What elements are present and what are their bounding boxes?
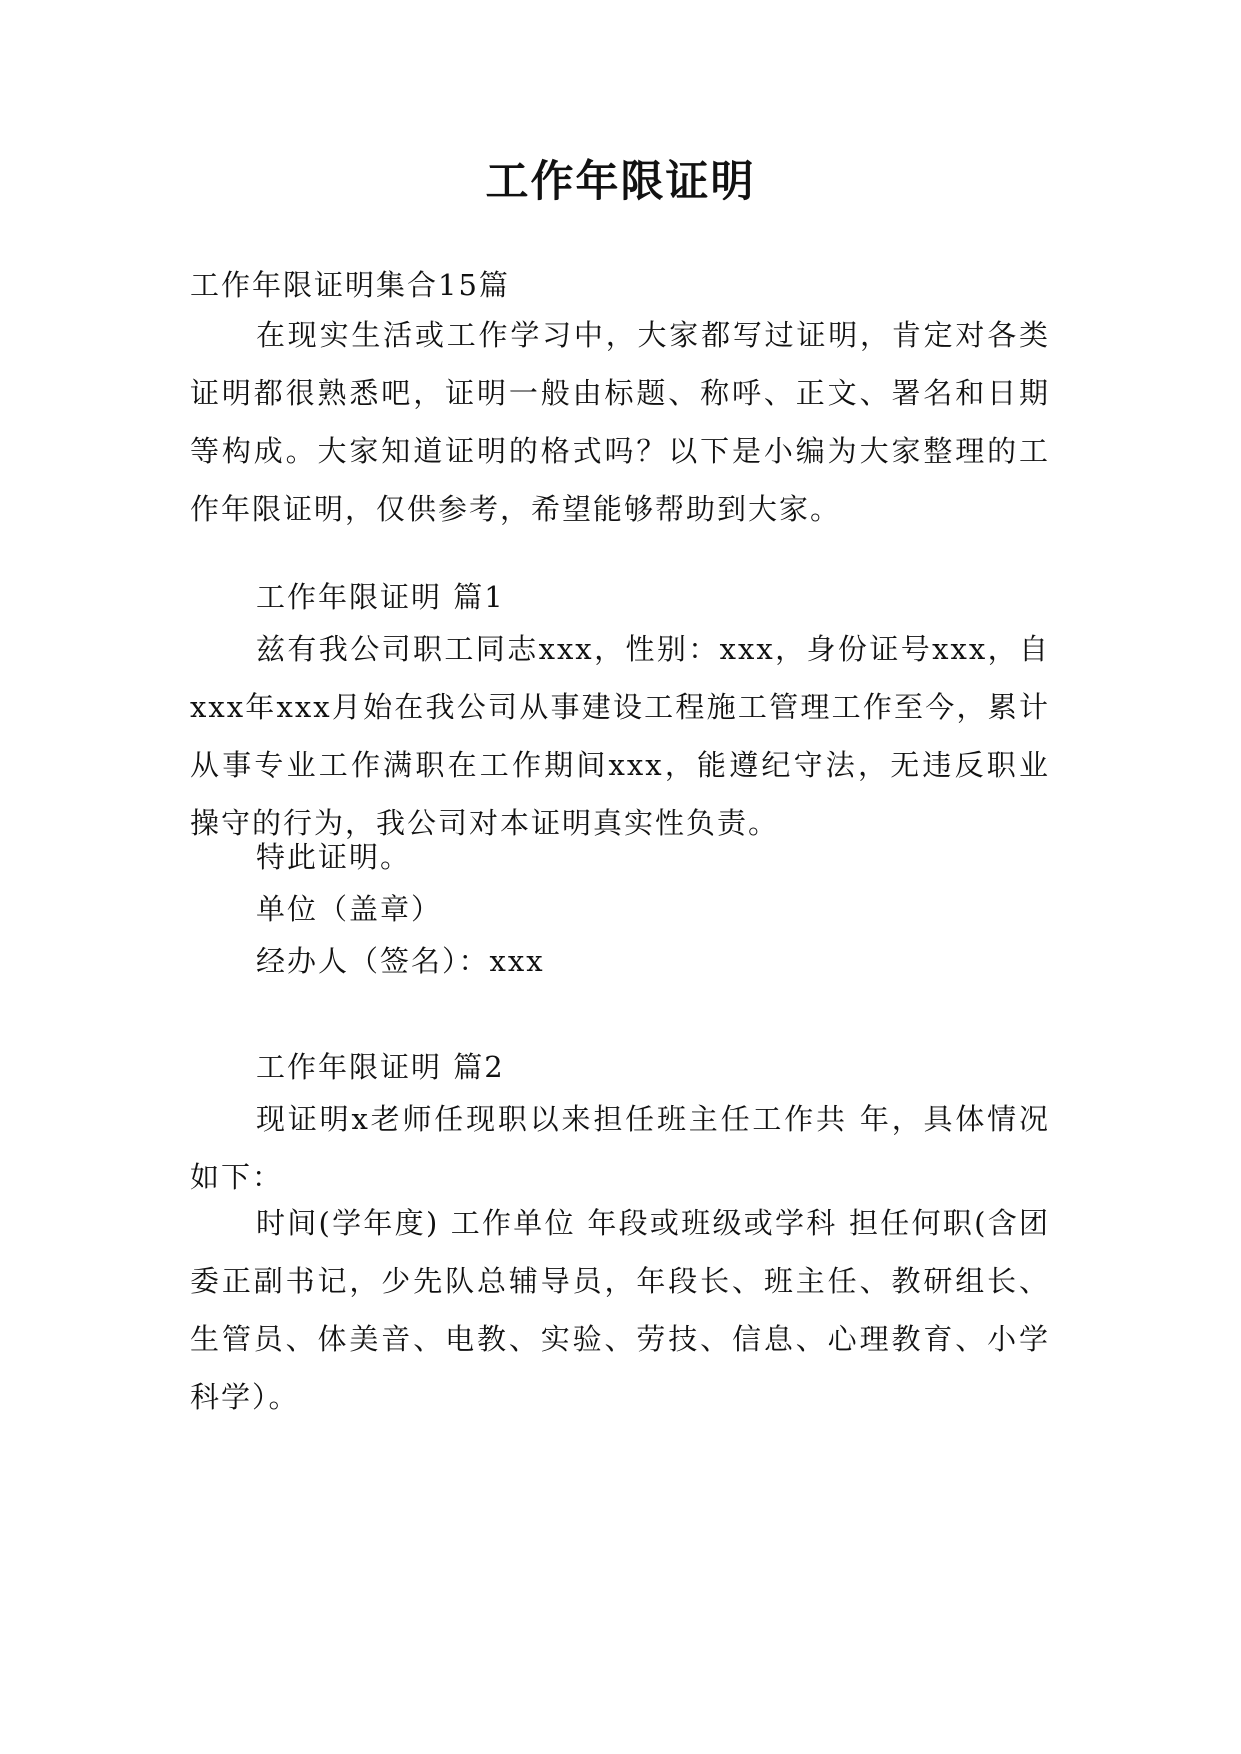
section-2-body: 现证明x老师任现职以来担任班主任工作共 年，具体情况如下： (190, 1102, 1050, 1194)
section-1-body: 兹有我公司职工同志xxx，性别：xxx，身份证号xxx，自xxx年xxx月始在我公司从事建设工程施工管理工作至今，累计从事专业工作满职在工作期间xxx，能遵纪守法，无违反职业操守的行为，我公司对本证明真实性负责。 (190, 632, 1050, 840)
intro-paragraph: 在现实生活或工作学习中，大家都写过证明，肯定对各类证明都很熟悉吧，证明一般由标题、称呼、正文、署名和日期等构成。大家知道证明的格式吗？以下是小编为大家整理的工作年限证明，仅供参考，希望能够帮助到大家。 (190, 318, 1050, 526)
section-2-heading: 工作年限证明 篇2 (256, 1050, 505, 1084)
section-1-signer: 经办人（签名）：xxx (256, 944, 545, 978)
section-1-heading: 工作年限证明 篇1 (256, 580, 505, 614)
document-title: 工作年限证明 (485, 157, 756, 207)
section-1-unit-seal: 单位（盖章） (256, 892, 443, 926)
collection-subtitle: 工作年限证明集合15篇 (190, 268, 510, 302)
section-2-detail: 时间(学年度) 工作单位 年段或班级或学科 担任何职(含团委正副书记，少先队总辅导员，年段长、班主任、教研组长、生管员、体美音、电教、实验、劳技、信息、心理教育、小学科学）。 (190, 1206, 1050, 1414)
section-1-closing: 特此证明。 (256, 840, 412, 874)
